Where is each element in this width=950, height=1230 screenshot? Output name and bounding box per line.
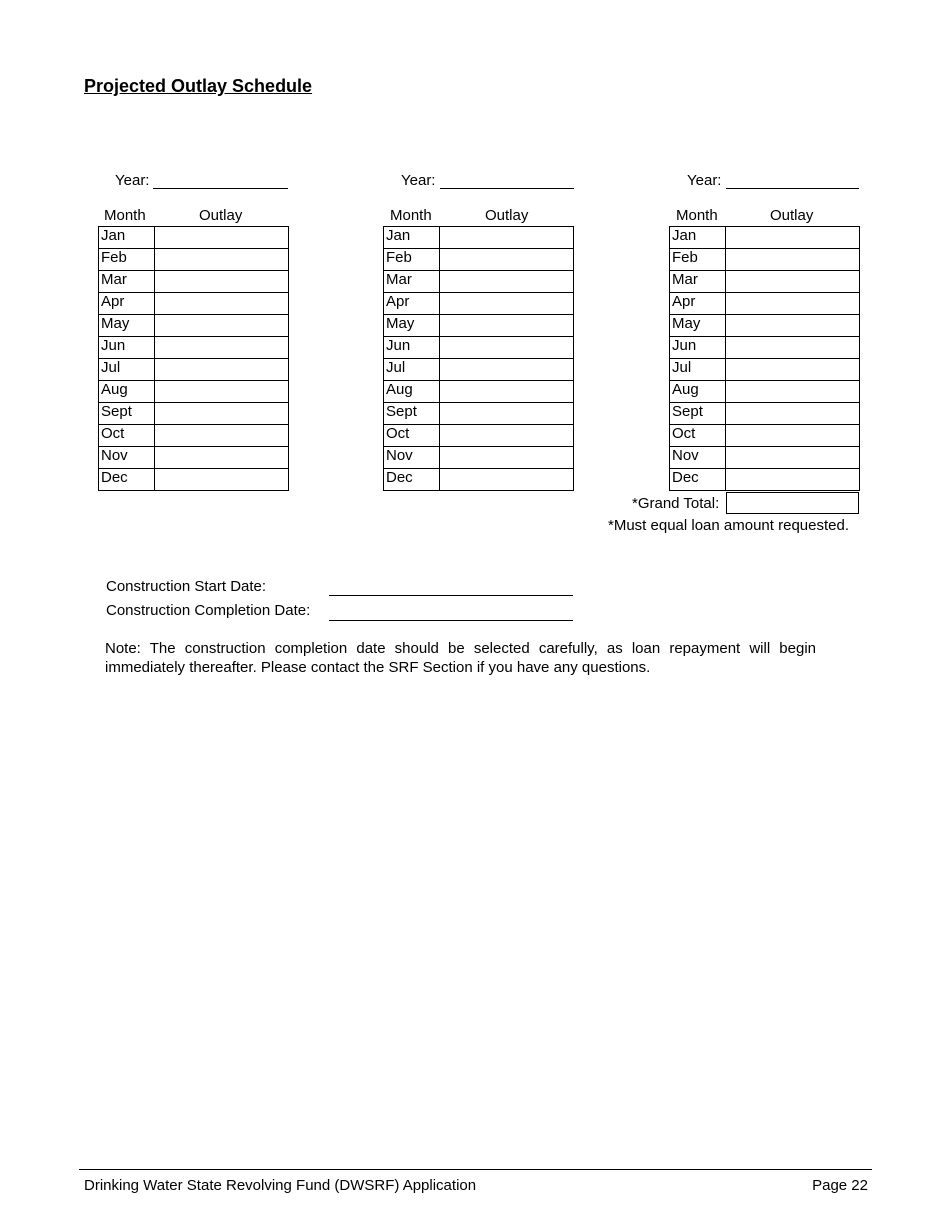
- month-cell: Jan: [670, 227, 726, 249]
- outlay-cell[interactable]: [726, 447, 860, 469]
- outlay-cell[interactable]: [726, 337, 860, 359]
- month-cell: Apr: [99, 293, 155, 315]
- outlay-cell[interactable]: [440, 469, 574, 491]
- outlay-cell[interactable]: [726, 469, 860, 491]
- month-cell: Feb: [384, 249, 440, 271]
- month-cell: Jul: [670, 359, 726, 381]
- grand-total-label: *Grand Total:: [632, 495, 720, 512]
- month-cell: Nov: [384, 447, 440, 469]
- outlay-cell[interactable]: [155, 447, 289, 469]
- month-cell: Feb: [670, 249, 726, 271]
- year-label: Year:: [687, 172, 722, 189]
- outlay-cell[interactable]: [726, 425, 860, 447]
- outlay-cell[interactable]: [155, 337, 289, 359]
- outlay-cell[interactable]: [155, 403, 289, 425]
- table-row: [99, 403, 289, 425]
- month-cell: Jun: [99, 337, 155, 359]
- outlay-cell[interactable]: [155, 381, 289, 403]
- outlay-cell[interactable]: [155, 271, 289, 293]
- page-title: Projected Outlay Schedule: [84, 76, 313, 96]
- outlay-cell[interactable]: [440, 315, 574, 337]
- table-row: [670, 403, 860, 425]
- table-row: [384, 403, 574, 425]
- month-cell: Apr: [670, 293, 726, 315]
- table-row: [670, 249, 860, 271]
- table-row: [384, 337, 574, 359]
- outlay-cell[interactable]: [155, 227, 289, 249]
- month-cell: May: [384, 315, 440, 337]
- month-cell: Sept: [384, 403, 440, 425]
- outlay-cell[interactable]: [440, 403, 574, 425]
- table-row: [384, 293, 574, 315]
- year-label: Year:: [115, 172, 150, 189]
- month-cell: Dec: [670, 469, 726, 491]
- table-row: [99, 293, 289, 315]
- outlay-cell[interactable]: [726, 293, 860, 315]
- table-row: [99, 315, 289, 337]
- outlay-cell[interactable]: [155, 359, 289, 381]
- outlay-cell[interactable]: [155, 425, 289, 447]
- month-cell: Jul: [384, 359, 440, 381]
- month-cell: Feb: [99, 249, 155, 271]
- outlay-cell[interactable]: [726, 403, 860, 425]
- table-row: [384, 425, 574, 447]
- month-cell: Aug: [384, 381, 440, 403]
- table-row: [99, 249, 289, 271]
- table-row: [384, 227, 574, 249]
- must-equal-note: *Must equal loan amount requested.: [608, 517, 849, 534]
- table-row: [384, 381, 574, 403]
- table-row: [670, 227, 860, 249]
- table-row: [384, 271, 574, 293]
- table-row: [670, 469, 860, 491]
- outlay-cell[interactable]: [440, 249, 574, 271]
- month-cell: Mar: [670, 271, 726, 293]
- outlay-cell[interactable]: [155, 249, 289, 271]
- month-header: Month: [390, 207, 432, 224]
- year-field[interactable]: [726, 188, 859, 189]
- month-cell: Sept: [670, 403, 726, 425]
- table-row: [384, 447, 574, 469]
- outlay-cell[interactable]: [155, 293, 289, 315]
- month-cell: Sept: [99, 403, 155, 425]
- table-row: [670, 271, 860, 293]
- outlay-cell[interactable]: [440, 425, 574, 447]
- month-cell: May: [670, 315, 726, 337]
- month-cell: Aug: [99, 381, 155, 403]
- outlay-cell[interactable]: [726, 359, 860, 381]
- construction-start-field[interactable]: [329, 595, 573, 596]
- outlay-cell[interactable]: [155, 315, 289, 337]
- construction-completion-label: Construction Completion Date:: [106, 602, 311, 619]
- footer-document-title: Drinking Water State Revolving Fund (DWSRF) Application: [84, 1177, 477, 1194]
- outlay-cell[interactable]: [726, 271, 860, 293]
- outlay-cell[interactable]: [440, 227, 574, 249]
- table-row: [99, 337, 289, 359]
- table-row: [99, 271, 289, 293]
- grand-total-field[interactable]: [726, 492, 859, 514]
- outlay-header: Outlay: [485, 207, 529, 224]
- month-cell: Mar: [99, 271, 155, 293]
- month-cell: Jan: [99, 227, 155, 249]
- outlay-header: Outlay: [199, 207, 243, 224]
- outlay-cell[interactable]: [440, 337, 574, 359]
- table-row: [670, 447, 860, 469]
- month-cell: Jun: [670, 337, 726, 359]
- outlay-cell[interactable]: [726, 381, 860, 403]
- year-field[interactable]: [440, 188, 574, 189]
- table-row: [670, 425, 860, 447]
- outlay-table-3: [669, 226, 860, 491]
- note-paragraph: Note: The construction completion date should be selected carefully, as loan repayment will begin immediately thereafter. Please contact the SRF Section if you have any questions.: [105, 640, 816, 676]
- table-row: [99, 227, 289, 249]
- table-row: [99, 469, 289, 491]
- month-cell: May: [99, 315, 155, 337]
- outlay-table-1: [98, 226, 289, 491]
- month-cell: Jul: [99, 359, 155, 381]
- month-cell: Dec: [99, 469, 155, 491]
- month-cell: Oct: [670, 425, 726, 447]
- month-cell: Apr: [384, 293, 440, 315]
- table-row: [384, 249, 574, 271]
- month-cell: Nov: [99, 447, 155, 469]
- table-row: [670, 293, 860, 315]
- outlay-table-2: [383, 226, 574, 491]
- table-row: [384, 469, 574, 491]
- month-cell: Mar: [384, 271, 440, 293]
- table-row: [670, 359, 860, 381]
- outlay-header: Outlay: [770, 207, 814, 224]
- outlay-cell[interactable]: [440, 381, 574, 403]
- table-row: [99, 381, 289, 403]
- outlay-cell[interactable]: [726, 227, 860, 249]
- outlay-cell[interactable]: [440, 359, 574, 381]
- outlay-cell[interactable]: [440, 271, 574, 293]
- table-row: [384, 359, 574, 381]
- month-cell: Dec: [384, 469, 440, 491]
- year-field[interactable]: [153, 188, 288, 189]
- footer-page-number: Page 22: [812, 1177, 868, 1194]
- month-cell: Aug: [670, 381, 726, 403]
- outlay-cell[interactable]: [440, 447, 574, 469]
- table-row: [670, 337, 860, 359]
- table-row: [99, 447, 289, 469]
- table-row: [99, 425, 289, 447]
- month-cell: Nov: [670, 447, 726, 469]
- month-header: Month: [104, 207, 146, 224]
- footer-divider: [79, 1169, 872, 1170]
- table-row: [384, 315, 574, 337]
- construction-start-label: Construction Start Date:: [106, 578, 267, 595]
- outlay-cell[interactable]: [155, 469, 289, 491]
- month-header: Month: [676, 207, 718, 224]
- construction-completion-field[interactable]: [329, 620, 573, 621]
- outlay-cell[interactable]: [440, 293, 574, 315]
- month-cell: Jan: [384, 227, 440, 249]
- month-cell: Oct: [384, 425, 440, 447]
- month-cell: Jun: [384, 337, 440, 359]
- year-label: Year:: [401, 172, 436, 189]
- table-row: [670, 315, 860, 337]
- outlay-cell[interactable]: [726, 315, 860, 337]
- month-cell: Oct: [99, 425, 155, 447]
- table-row: [99, 359, 289, 381]
- table-row: [670, 381, 860, 403]
- outlay-cell[interactable]: [726, 249, 860, 271]
